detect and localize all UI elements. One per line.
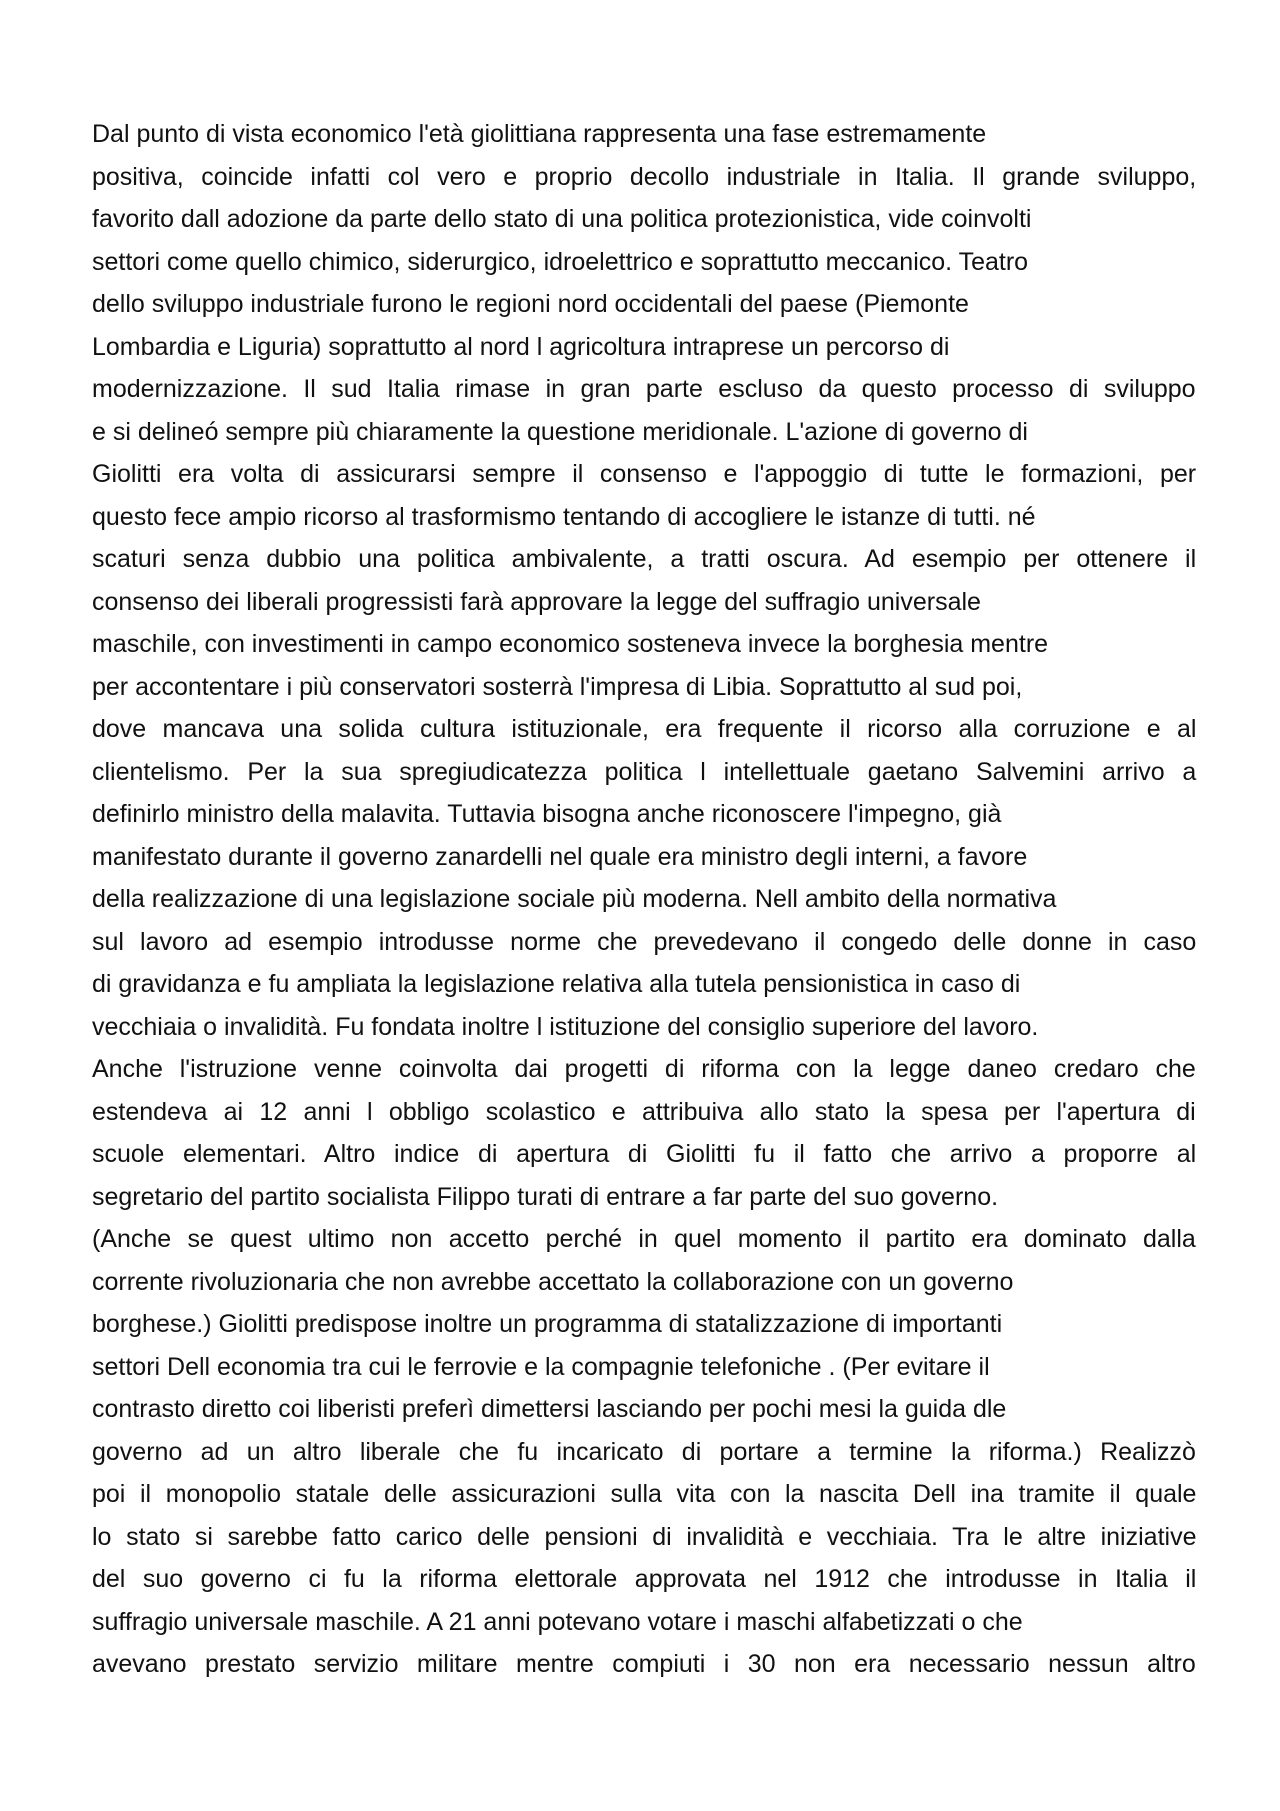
- text-line: questo fece ampio ricorso al trasformismo tentando di accogliere le istanze di tutti. né: [92, 502, 1036, 531]
- text-line: estendeva ai 12 anni l obbligo scolastico e attribuiva allo stato la spesa per l'apertura di: [92, 1097, 1196, 1126]
- text-line: modernizzazione. Il sud Italia rimase in gran parte escluso da questo processo di sviluppo: [92, 375, 1196, 403]
- text-line: sul lavoro ad esempio introdusse norme che prevedevano il congedo delle donne in caso: [92, 927, 1197, 956]
- text-line: avevano prestato servizio militare mentre compiuti i 30 non era necessario nessun altro: [92, 1650, 1196, 1678]
- text-line: definirlo ministro della malavita. Tuttavia bisogna anche riconoscere l'impegno, già: [92, 800, 1002, 828]
- text-line: maschile, con investimenti in campo economico sosteneva invece la borghesia mentre: [92, 630, 1049, 658]
- text-line: corrente rivoluzionaria che non avrebbe accettato la collaborazione con un governo: [92, 1267, 1014, 1296]
- text-line: Dal punto di vista economico l'età giolittiana rappresenta una fase estremamente: [92, 120, 987, 148]
- text-line: (Anche se quest ultimo non accetto perché in quel momento il partito era dominato dalla: [92, 1225, 1196, 1253]
- text-line: Anche l'istruzione venne coinvolta dai progetti di riforma con la legge daneo credaro che: [92, 1055, 1196, 1083]
- text-line: per accontentare i più conservatori sosterrà l'impresa di Libia. Soprattutto al sud poi,: [92, 672, 1023, 701]
- text-line: dove mancava una solida cultura istituzionale, era frequente il ricorso alla corruzione e al: [92, 715, 1197, 743]
- text-line: scuole elementari. Altro indice di apertura di Giolitti fu il fatto che arrivo a proporre al: [92, 1140, 1197, 1168]
- text-line: Giolitti era volta di assicurarsi sempre il consenso e l'appoggio di tutte le formazioni, per: [92, 460, 1197, 488]
- text-line: del suo governo ci fu la riforma elettorale approvata nel 1912 che introdusse in Italia il: [92, 1565, 1197, 1593]
- text-line: della realizzazione di una legislazione sociale più moderna. Nell ambito della normativa: [92, 885, 1057, 913]
- text-line: manifestato durante il governo zanardelli nel quale era ministro degli interni, a favore: [92, 842, 1028, 871]
- text-line: borghese.) Giolitti predispose inoltre un programma di statalizzazione di importanti: [92, 1310, 1003, 1338]
- text-line: Lombardia e Liguria) soprattutto al nord l agricoltura intraprese un percorso di: [92, 332, 950, 361]
- text-line: suffragio universale maschile. A 21 anni potevano votare i maschi alfabetizzati o che: [92, 1607, 1023, 1636]
- text-line: di gravidanza e fu ampliata la legislazione relativa alla tutela pensionistica in caso di: [92, 970, 1021, 998]
- text-line: segretario del partito socialista Filippo turati di entrare a far parte del suo governo.: [92, 1182, 999, 1211]
- text-line: settori come quello chimico, siderurgico, idroelettrico e soprattutto meccanico. Teatro: [92, 247, 1029, 276]
- text-line: dello sviluppo industriale furono le regioni nord occidentali del paese (Piemonte: [92, 290, 969, 318]
- text-line: vecchiaia o invalidità. Fu fondata inoltre l istituzione del consiglio superiore del lavoro.: [92, 1012, 1039, 1041]
- text-line: scaturi senza dubbio una politica ambivalente, a tratti oscura. Ad esempio per ottenere il: [92, 545, 1197, 573]
- text-line: poi il monopolio statale delle assicurazioni sulla vita con la nascita Dell ina tramite il quale: [92, 1480, 1197, 1508]
- text-line: favorito dall adozione da parte dello stato di una politica protezionistica, vide coinvolti: [92, 205, 1032, 233]
- document-page: [92, 113, 1196, 1686]
- text-line: contrasto diretto coi liberisti preferì dimettersi lasciando per pochi mesi la guida dle: [92, 1395, 1007, 1423]
- text-line: positiva, coincide infatti col vero e proprio decollo industriale in Italia. Il grande sviluppo,: [92, 162, 1197, 191]
- text-line: settori Dell economia tra cui le ferrovie e la compagnie telefoniche . (Per evitare il: [92, 1352, 990, 1381]
- text-line: lo stato si sarebbe fatto carico delle pensioni di invalidità e vecchiaia. Tra le altre iniziative: [92, 1522, 1197, 1551]
- text-line: e si delineó sempre più chiaramente la questione meridionale. L'azione di governo di: [92, 417, 1028, 446]
- text-line: governo ad un altro liberale che fu incaricato di portare a termine la riforma.) Realizzò: [92, 1437, 1196, 1466]
- text-line: clientelismo. Per la sua spregiudicatezza politica l intellettuale gaetano Salvemini arrivo a: [92, 757, 1197, 786]
- text-line: consenso dei liberali progressisti farà approvare la legge del suffragio universale: [92, 587, 981, 616]
